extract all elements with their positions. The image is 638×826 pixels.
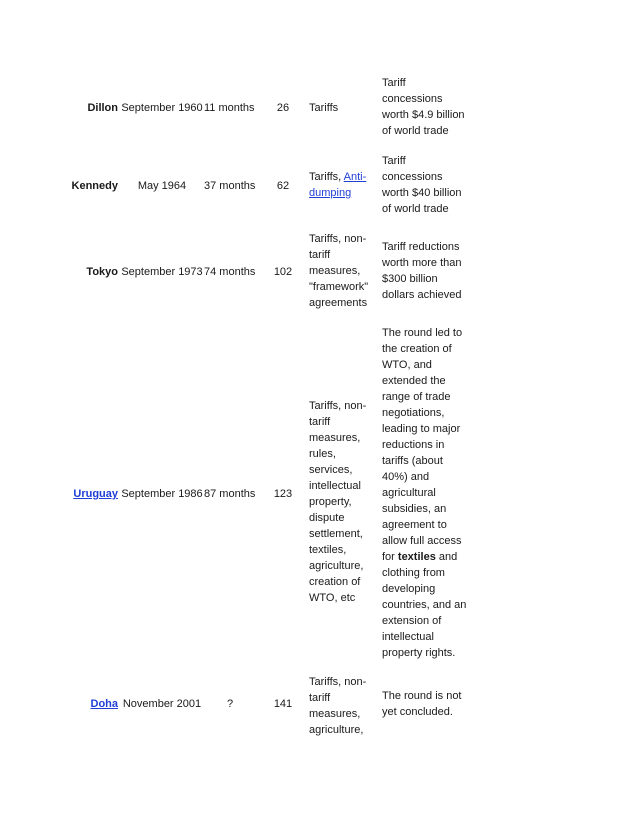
- achievements-line: property rights.: [382, 647, 456, 659]
- subjects-line: "framework": [309, 281, 369, 293]
- achievements-line: yet concluded.: [382, 706, 453, 718]
- achievements-line: negotiations,: [382, 407, 445, 419]
- subjects-line: measures,: [309, 265, 361, 277]
- achievements-line: agreement to: [382, 519, 447, 531]
- subjects-line: textiles,: [309, 544, 347, 556]
- achievements-line: developing: [382, 583, 436, 595]
- achievements-line: 40%) and: [382, 471, 430, 483]
- achievements-line: Tariff: [382, 155, 406, 167]
- subjects-line: Tariffs, non-: [309, 400, 367, 412]
- subjects-text: Tariffs,: [309, 171, 344, 183]
- subjects-line: rules, services,: [309, 448, 353, 476]
- round-countries: 62: [276, 180, 290, 192]
- subjects-line: intellectual: [309, 480, 361, 492]
- achievements-line: $300 billion: [382, 273, 438, 285]
- achievements-line: WTO, and: [382, 359, 432, 371]
- round-duration: 11 months: [204, 102, 255, 114]
- subjects-line: property,: [309, 496, 352, 508]
- round-subjects: [309, 169, 379, 201]
- round-achievements: [382, 239, 470, 303]
- round-name: Kennedy: [71, 180, 118, 192]
- subjects-line: Tariffs: [309, 102, 339, 114]
- round-start: September 1960: [121, 102, 203, 114]
- achievements-line: worth more than: [382, 257, 462, 269]
- achievements-line: range of trade: [382, 391, 451, 403]
- round-countries: 26: [276, 102, 290, 114]
- achievements-text: and: [435, 551, 458, 563]
- achievements-line: allow full access: [382, 535, 462, 547]
- achievements-line: extension of: [382, 615, 442, 627]
- subjects-line: dispute: [309, 512, 345, 524]
- subjects-line: settlement,: [309, 528, 363, 540]
- subjects-line: agriculture,: [309, 560, 364, 572]
- round-name: Tokyo: [86, 266, 118, 278]
- round-start: May 1964: [137, 180, 187, 192]
- round-achievements: [382, 153, 470, 217]
- subjects-line: Tariffs, non-: [309, 233, 367, 245]
- achievements-line: agricultural: [382, 487, 436, 499]
- anti-dumping-link-cont[interactable]: dumping: [309, 187, 352, 199]
- achievements-line: extended the: [382, 375, 446, 387]
- achievements-line: reductions in: [382, 439, 445, 451]
- achievements-line: of world trade: [382, 125, 449, 137]
- round-subjects: [309, 231, 379, 311]
- achievements-line: subsidies, an: [382, 503, 447, 515]
- round-start: September 1986: [121, 488, 203, 500]
- round-start: November 2001: [122, 698, 202, 710]
- round-subjects: [309, 100, 379, 116]
- subjects-line: agreements: [309, 297, 368, 309]
- round-countries: 102: [273, 266, 293, 278]
- uruguay-link[interactable]: Uruguay: [73, 488, 118, 500]
- round-achievements: [382, 325, 470, 661]
- round-duration: 87 months: [204, 488, 256, 500]
- achievements-line: worth $4.9 billion: [382, 109, 465, 121]
- round-achievements: [382, 75, 470, 139]
- subjects-line: tariff: [309, 692, 331, 704]
- round-countries: 141: [273, 698, 293, 710]
- round-subjects: [309, 674, 379, 738]
- achievements-line: tariffs (about: [382, 455, 443, 467]
- subjects-line: agriculture,: [309, 724, 364, 736]
- round-countries: 123: [273, 488, 293, 500]
- achievements-line: concessions: [382, 171, 443, 183]
- round-name: Dillon: [87, 102, 118, 114]
- subjects-line: tariff: [309, 416, 331, 428]
- anti-dumping-link[interactable]: Anti-: [343, 171, 367, 183]
- textiles-bold: textiles: [397, 551, 436, 563]
- achievements-line: leading to major: [382, 423, 461, 435]
- achievements-line: the creation of: [382, 343, 452, 355]
- round-duration: 37 months: [204, 180, 256, 192]
- achievements-line: Tariff: [382, 77, 406, 89]
- achievements-line: The round led to: [382, 327, 463, 339]
- subjects-line: Tariffs, non-: [309, 676, 367, 688]
- achievements-line: [382, 549, 470, 565]
- subjects-line: measures,: [309, 708, 361, 720]
- round-duration: ?: [226, 698, 234, 710]
- round-start: September 1973: [121, 266, 203, 278]
- round-subjects: [309, 398, 379, 606]
- achievements-line: countries, and an: [382, 599, 467, 611]
- achievements-line: concessions: [382, 93, 443, 105]
- subjects-line: measures,: [309, 432, 361, 444]
- subjects-line: creation of: [309, 576, 361, 588]
- subjects-line: tariff: [309, 249, 331, 261]
- subjects-line: WTO, etc: [309, 592, 356, 604]
- achievements-line: The round is not: [382, 690, 462, 702]
- achievements-line: dollars achieved: [382, 289, 462, 301]
- achievements-line: Tariff reductions: [382, 241, 460, 253]
- achievements-line: worth $40 billion: [382, 187, 462, 199]
- achievements-line: clothing from: [382, 567, 445, 579]
- achievements-line: of world trade: [382, 203, 449, 215]
- doha-link[interactable]: Doha: [90, 698, 118, 710]
- round-duration: 74 months: [204, 266, 256, 278]
- achievements-text: for: [382, 551, 398, 563]
- achievements-line: intellectual: [382, 631, 434, 643]
- round-achievements: [382, 688, 470, 720]
